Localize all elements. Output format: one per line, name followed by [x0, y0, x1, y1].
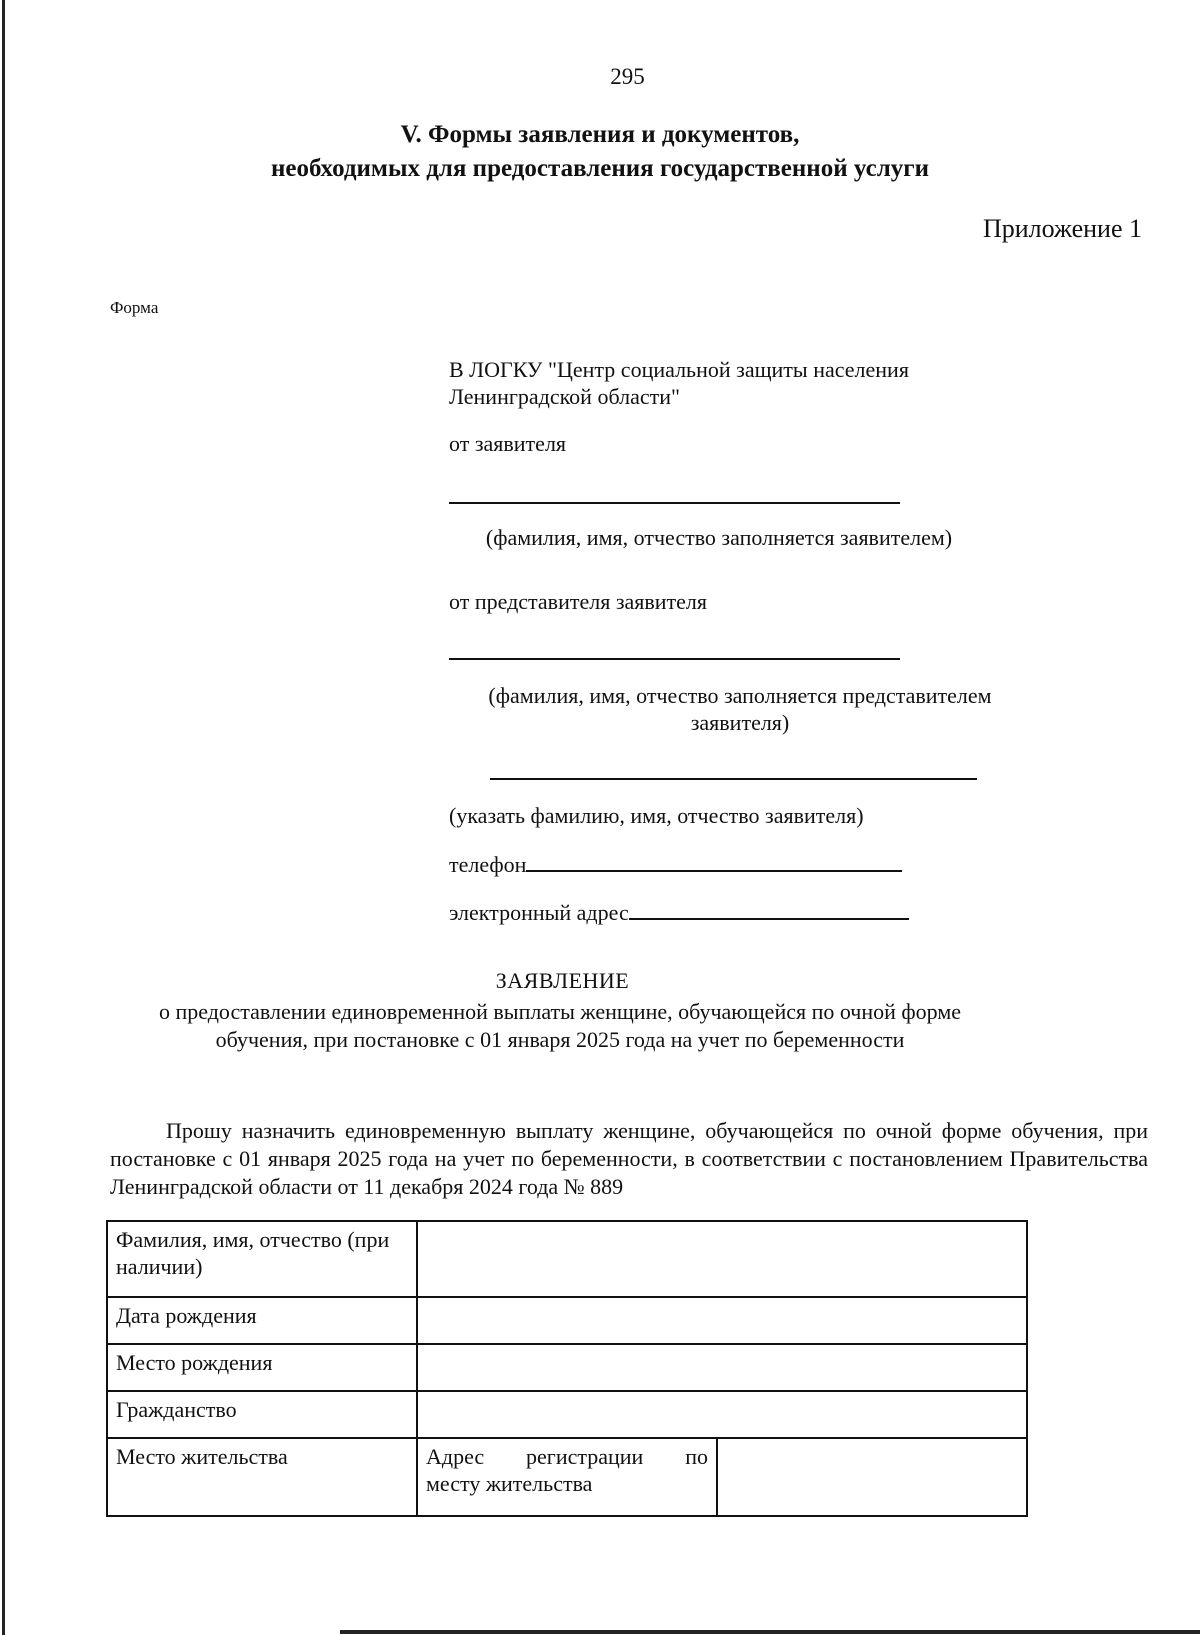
phone-label: телефон	[449, 852, 527, 877]
addressee-line-1: В ЛОГКУ "Центр социальной защиты населения	[449, 357, 909, 382]
page-number: 295	[610, 64, 645, 89]
table-row	[107, 1344, 1027, 1391]
from-representative-label: от представителя заявителя	[449, 589, 708, 614]
registration-address-label-line-2: месту жительства	[426, 1471, 593, 1496]
section-title-line-2: необходимых для предоставления государственной услуги	[271, 155, 929, 182]
applicant-name-line[interactable]	[449, 502, 900, 504]
appendix-label: Приложение 1	[982, 214, 1142, 243]
specify-applicant-line[interactable]	[490, 778, 977, 780]
registration-address-label-line-1: Адрес регистрации по	[426, 1444, 708, 1469]
statement-subtitle-line-2: обучения, при постановке с 01 января 2025 года на учет по беременности	[215, 1027, 905, 1052]
table-row	[107, 1438, 1027, 1516]
scan-border-bottom	[340, 1630, 1200, 1634]
phone-field	[449, 850, 902, 878]
row-label-full-name: Фамилия, имя, отчество (при наличии)	[107, 1221, 417, 1297]
representative-name-hint	[440, 682, 1040, 736]
registration-address-label	[417, 1438, 717, 1516]
row-label-residence: Место жительства	[107, 1438, 417, 1516]
birth-date-cell[interactable]	[417, 1297, 1027, 1344]
row-label-birth-place: Место рождения	[107, 1344, 417, 1391]
section-title-line-1: V. Формы заявления и документов,	[400, 121, 800, 148]
form-label: Форма	[110, 298, 159, 317]
specify-applicant-hint: (указать фамилию, имя, отчество заявителя)	[449, 803, 864, 828]
statement-body: Прошу назначить единовременную выплату женщине, обучающейся по очной форме обучения, при постановке с 01 января 2025 года на учет по беременности, в соответствии с постановлением Правительства Ленинградской области от 11 декабря 2024 года № 889	[110, 1118, 1148, 1199]
row-label-citizenship: Гражданство	[107, 1391, 417, 1438]
citizenship-cell[interactable]	[417, 1391, 1027, 1438]
registration-address-cell[interactable]	[717, 1438, 1027, 1516]
row-label-birth-date: Дата рождения	[107, 1297, 417, 1344]
representative-hint-line-2: заявителя)	[690, 710, 790, 735]
addressee-block	[449, 356, 1149, 410]
addressee-line-2: Ленинградской области"	[449, 384, 680, 409]
statement-subtitle-line-1: о предоставлении единовременной выплаты женщине, обучающейся по очной форме	[158, 999, 962, 1024]
representative-name-line[interactable]	[449, 658, 900, 660]
representative-hint-line-1: (фамилия, имя, отчество заполняется представителем	[488, 683, 992, 708]
birth-place-cell[interactable]	[417, 1344, 1027, 1391]
table-row	[107, 1297, 1027, 1344]
phone-input-line[interactable]	[526, 850, 902, 872]
from-applicant-label: от заявителя	[449, 431, 567, 456]
statement-title: ЗАЯВЛЕНИЕ	[495, 968, 630, 993]
section-title	[200, 118, 1000, 186]
applicant-name-hint: (фамилия, имя, отчество заполняется заявителем)	[485, 525, 953, 550]
table-row	[107, 1221, 1027, 1297]
applicant-data-table	[106, 1220, 1028, 1517]
scan-border-left	[2, 0, 5, 1635]
statement-subtitle	[110, 998, 1010, 1054]
full-name-cell[interactable]	[417, 1221, 1027, 1297]
email-input-line[interactable]	[629, 898, 909, 920]
table-row	[107, 1391, 1027, 1438]
email-label: электронный адрес	[449, 900, 629, 925]
email-field	[449, 898, 909, 926]
